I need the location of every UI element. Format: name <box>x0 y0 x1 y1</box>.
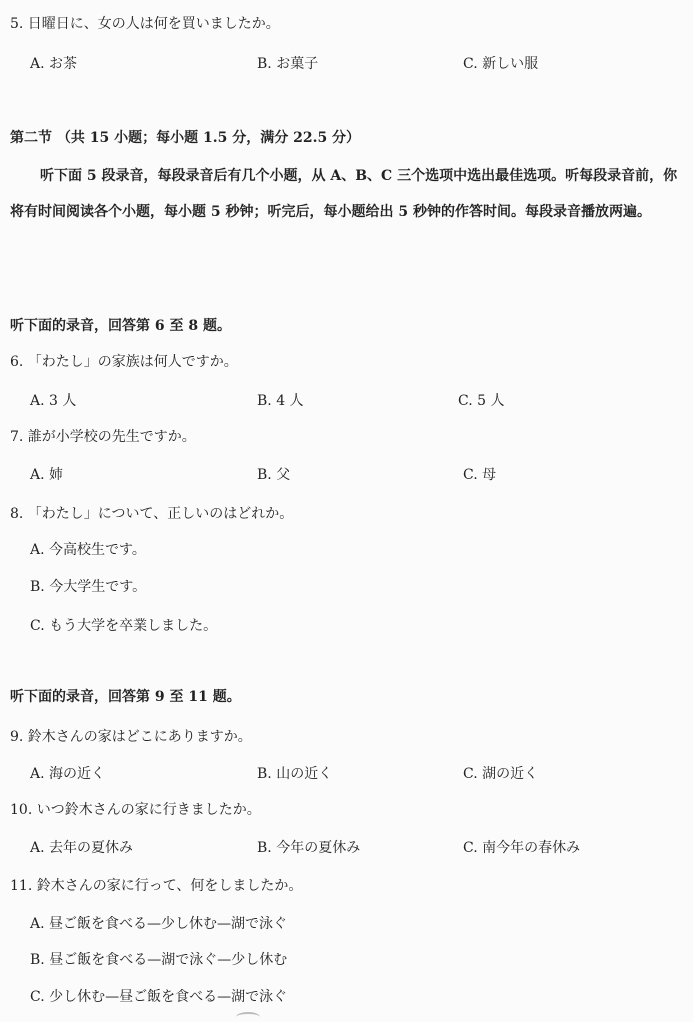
q7-option-c: C. 母 <box>463 467 497 483</box>
q9-option-c: C. 湖の近く <box>463 766 539 782</box>
question-7: 7. 誰が小学校の先生ですか。 <box>10 429 196 445</box>
q9-option-a: A. 海の近く <box>30 766 106 782</box>
q10-option-a: A. 去年の夏休み <box>30 840 134 856</box>
q7-option-b: B. 父 <box>257 467 291 483</box>
q8-option-a: A. 今高校生です。 <box>30 542 146 558</box>
q5-option-a: A. お茶 <box>30 56 78 72</box>
question-9: 9. 鈴木さんの家はどこにありますか。 <box>10 729 252 745</box>
question-5: 5. 日曜日に、女の人は何を買いましたか。 <box>10 16 280 32</box>
q9-option-b: B. 山の近く <box>257 766 333 782</box>
question-10: 10. いつ鈴木さんの家に行きましたか。 <box>10 802 261 818</box>
q6-option-c: C. 5 人 <box>458 393 505 409</box>
question-6: 6. 「わたし」の家族は何人ですか。 <box>10 354 238 370</box>
section-instructions <box>10 158 680 230</box>
section-title: 第二节 （共 15 小题；每小题 1.5 分，满分 22.5 分） <box>10 130 361 146</box>
q8-option-b: B. 今大学生です。 <box>30 579 147 595</box>
question-8: 8. 「わたし」について、正しいのはどれか。 <box>10 506 294 522</box>
q6-option-a: A. 3 人 <box>30 393 77 409</box>
q11-option-a: A. 昼ご飯を食べる—少し休む—湖で泳ぐ <box>30 916 288 932</box>
question-11: 11. 鈴木さんの家に行って、何をしましたか。 <box>10 878 303 894</box>
q5-option-b: B. お菓子 <box>257 56 319 72</box>
q5-option-c: C. 新しい服 <box>463 56 539 72</box>
q8-option-c: C. もう大学を卒業しました。 <box>30 618 218 634</box>
page-edge-mark <box>236 1012 260 1022</box>
group2-heading: 听下面的录音，回答第 9 至 11 题。 <box>10 689 241 705</box>
q10-option-c: C. 南今年の春休み <box>463 840 581 856</box>
q10-option-b: B. 今年の夏休み <box>257 840 361 856</box>
q11-option-c: C. 少し休む—昼ご飯を食べる—湖で泳ぐ <box>30 989 288 1005</box>
q11-option-b: B. 昼ご飯を食べる—湖で泳ぐ—少し休む <box>30 952 288 968</box>
q6-option-b: B. 4 人 <box>257 393 304 409</box>
q7-option-a: A. 姉 <box>30 467 64 483</box>
group1-heading: 听下面的录音，回答第 6 至 8 题。 <box>10 318 231 334</box>
section-instructions-text: 听下面 5 段录音，每段录音后有几个小题，从 A、B、C 三个选项中选出最佳选项。听每段录音前，你将有时间阅读各个小题，每小题 5 秒钟；听完后，每小题给出 5 秒钟的作答时间。每段录音播放两遍。 <box>10 168 678 220</box>
